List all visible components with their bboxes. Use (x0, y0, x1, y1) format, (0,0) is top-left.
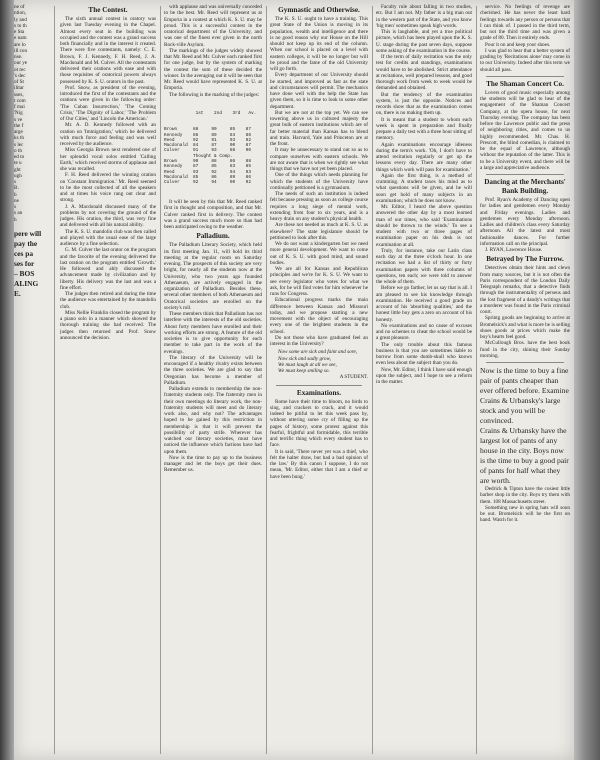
paragraph: Faculty rule about falling in two studies, etc. But I am not. My father is a big man out in the western part of the State, and you know 'big men' sometimes speak high words. (376, 4, 472, 29)
article-body-examinations-cont (376, 4, 472, 385)
paragraph: The markings of the judges widely showed that Mr. Reed and Mr. Culver each ranked first for one judge, but by the system of marking the contest the sum of these decided the winner. In the averaging out it will be seen that Mr. Reed would have represented K. S. U. at Emporia. (164, 47, 262, 92)
paragraph: This is laughable, and yet a true political picture, which has been played upon the K. S. U. stage during the past seven days, suppose some asking of the examination in the course. (376, 29, 472, 54)
stub-text-line: te u (14, 160, 22, 167)
article-divider (486, 362, 564, 363)
column-rule (160, 6, 161, 754)
article-body-furrow (480, 265, 570, 359)
paragraph: Prof. Ryan's Academy of Dancing open for ladies and gentlemen every Monday and Friday evenings. Ladies and gentlemen every Monday afternoon. Ladies and children's class every Saturday afternoon. All the latest and most fashionable dances. For further information call on the principal. (480, 197, 570, 247)
paragraph: We are all for Kansas and Republican principles and we're for K. S. U. We want to see every legislator who votes for what we ask, for he will find votes for him whenever he runs for Congress. (270, 266, 368, 297)
table-row: Kennedy 86 89 84 86 (164, 132, 251, 138)
paragraph: J. A. Macdonald discussed many of the problems by not covering the ground of the judges. His oration, the third, was very fine and delivered with all his natural ability. (60, 203, 156, 229)
stub-text-line: s ve (14, 116, 23, 123)
article-signature: A STUDENT. (339, 375, 368, 381)
table-row: Macdonald 84 87 90 87 (164, 143, 251, 149)
paragraph: No examinations and no cause of excuses and no schemes to cheat the school would be a great pleasure. (376, 322, 472, 342)
paragraph: I was glad to hear that a better system of grading by 'Recitations alone' may come in to our University. Indeed after this term we should all pass. (480, 47, 570, 73)
stub-text-line: s lec (14, 141, 24, 148)
column-2 (164, 4, 262, 756)
stub-text-line: s (14, 179, 17, 185)
paragraph: The K. S. U. ought to have a training. This great State of the Union is moving in its population, wealth and intelligence and there is no good reason why our House on the Hill should not keep up its end of the column. When our school is placed on a level with eastern colleges, it will be no longer but will be proud and the fame of the old University will go forth. (270, 16, 368, 72)
column-3 (270, 4, 368, 756)
table-row: Reed 92 91 93 92 (164, 137, 251, 143)
paragraph: Are these not needed as much at K. S. U. as elsewhere? The state legislature should be petitioned to look after this. (270, 222, 368, 241)
paragraph: The Palladium Literary Society, which held its first meeting Jan. 11, will hold its third meeting at the regular room on Saturday evening. The prospects of this society are very bright, for nearly all the students now at the University, who two years ago founded Athenaeum, are actively engaged in the organization of Palladium. Besides these, several other members of both Athenaeum and Oratorical societies are enrolled on the society's roll. (164, 242, 262, 311)
paragraph: It will be seen by this that Mr. Reed ranked first in thought and composition, and that Mr. Culver ranked first in delivery. The contest was a grand success much more so than had been anticipated owing to the weather. (164, 199, 262, 231)
column-rule (372, 6, 373, 754)
paragraph: Pour it on and keep your shoes. (485, 41, 551, 48)
article-heading-furrow: Betrayed by The Furrow. (486, 255, 564, 264)
paragraph: The needs of such an institution is indeed felt because pressing as soon as college course requires a long siege of mental work, extending from four to six years, and is a heavy drain on any student's physical health. (270, 191, 368, 222)
stub-text-line: ks th (14, 135, 24, 142)
paragraph: If the term of daily recitation was the only test for credits and standings, examinations would have to be abolished. Strict attendance at recitations, well prepared lessons, and good thorough work from week to week would be demanded and obtained. (376, 54, 472, 92)
stub-text-line: of St (14, 79, 24, 85)
paragraph: McCullough Bros. have the best book fund in the city, shining their Sunday morning. (480, 340, 570, 359)
paragraph: Every department of our University should be started, and improved as fast as the state and circumstances will permit. The mechanics have done well with the help the State has given them, so it is time to look to some other department. (270, 72, 368, 110)
stub-text-line: our ye (14, 60, 28, 67)
paragraph: It may be unnecessary to stand out so as to compare ourselves with eastern schools. We are not aware that is when we rightly see what things that we have not yet been placed. (270, 147, 368, 172)
stub-text-line: s an (14, 210, 23, 217)
advertisement: Crains & Urbansky have the largest lot of pants of any house in the city. Boys now is the time to buy a good pair of pants for half what they are worth. (480, 426, 569, 485)
paragraph: The judges then retired and during the time the audience was entertained by the mandolin club. (60, 291, 156, 310)
article-body-dancing (480, 197, 570, 253)
stub-text-line: 's dec (14, 72, 26, 79)
article-body-contest-end (164, 199, 262, 230)
table-rows (164, 127, 262, 185)
paragraph: with applause and was universally conceded to be the best. Mr. Reed will represent us at Emporia in a contest at which K. S. U. may be proud. This is a successful contest in the oratorical department of the University, and was one of the finest ever given in the north Rock-ville Asylum. (164, 4, 262, 48)
stub-text-line: sses, (14, 91, 24, 98)
article-heading-gymnastic: Gymnastic and Otherwise. (278, 6, 360, 14)
stub-ad-line: ces pa (14, 248, 34, 258)
poem-line: We must keep smiling so. (278, 368, 330, 374)
book-binding (0, 0, 14, 760)
stub-text-line: B. (14, 185, 19, 192)
paragraph: The literary of the University will be encouraged if a healthy rivalry exists between the three societies. We are glad to say that Oregonian has become a member of Palladium. (164, 354, 262, 386)
paragraph: But the tendency of the examination system, is just the opposite. Notices and records show that as the examination comes on, there is no making them up. (376, 91, 472, 117)
paragraph: Palladium extends to membership the non-fraternity students only. The fraternity men in their own meetings do literary work, the non-fraternity students will meet and do literary work also, and why not? The advantages hoped to be gained by this restriction in membership is that it will prevent the possibility of party strife. Wherever has watched our literary societies, must have noticed the influence which factions have had upon them. (164, 386, 262, 455)
stub-ad-line: E. (14, 288, 21, 298)
stub-ad-line: pere will (14, 228, 42, 238)
paragraph: The K. S. U. mandolin club was then called and played with the usual ease of the large audience by a fine selection. (60, 228, 156, 247)
stub-text-line: ght (14, 166, 21, 173)
paragraph: F. H. Reed delivered the winning oration on 'Constant Immigration.' Mr. Reed seemed to be the most collected of all the speakers and at times his voice rang out clear and strong. (60, 172, 156, 204)
article-heading-palladium: Palladium. (196, 232, 230, 241)
article-divider (486, 174, 564, 175)
stub-text-line: o th (14, 147, 22, 154)
paragraph: One of the things which needs planning for which the students of the University have continually petitioned is a gymnasium. (270, 172, 368, 191)
paragraph: Again examinations encourage idleness during the term's work. 'Oh, I don't have to attend recitation regularly or get up the lessons every day. There are many other things which work will pass for examination.' (376, 141, 472, 173)
article-body-shaman (480, 90, 570, 171)
table-row: Reed 93 92 94 93 (164, 169, 251, 175)
stub-text-line: e Sta (14, 29, 25, 35)
stub-text-line: 'Nig (14, 110, 23, 117)
stub-text-line: t com (14, 97, 26, 104)
paragraph: service. No feelings of revenge are cherished. He has never the least hard feelings towards any person or persons that I can think of. I passed in the third term, but not the third time and was given a grade of 80. Then it entirely ends. (480, 4, 570, 42)
paragraph: But we are not at the top yet. We can see towering above us in cultured majesty the great bulk of eastern institutions which are of far better material than Kansas has to blend and train. Harvard, Yale and Princeton are at the front. (270, 109, 368, 147)
stub-text-line: e nam (14, 35, 27, 42)
table-row: Brown 90 88 86 88 (164, 159, 251, 165)
article-divider (276, 385, 362, 386)
poem-line: Now sick and sadly grow, (278, 355, 331, 362)
paragraph: Detectives obtain their hints and clews from many sources, but it is not often the Paris correspondent of the London Daily Telegraph remarks, that a detective finds through the instrumentality of perseus and the lost fragment of a dandy's writings that a murderer was found in the Paris criminal court. (480, 265, 570, 315)
stub-text-line: ed to (14, 154, 25, 160)
article-body-contest (60, 16, 156, 341)
article-heading-dancing: Dancing at the Merchants' Bank Building. (484, 178, 566, 195)
local-notices (480, 486, 570, 524)
paragraph: The following is the marking of the judges: (169, 91, 260, 98)
paragraph: Miss Georgia Brown next rendered one of her splendid vocal solos entitled 'Calling Earth,' which received storms of applause and she was recalled. (60, 147, 156, 172)
stub-text-line: ne (14, 197, 19, 204)
article-body-examinations (270, 399, 368, 480)
stub-text-line: ntion, (14, 10, 26, 17)
stub-text-line: ilitar (14, 85, 24, 92)
stub-text-line: ot rec (14, 66, 26, 73)
stub-column (14, 4, 52, 756)
column-rule (476, 6, 477, 754)
paragraph: We do not want a kindergarten but we need more general development. We want to come out of K. S. U. with good mind, and sound bodies. (270, 241, 368, 266)
paragraph: Mr. A. D. Kennedy followed with an oration on 'Immigration,' which he delivered with much force and feeling and was well received by the audience. (60, 122, 156, 147)
stub-ad-line: – BOS (14, 268, 35, 278)
article-heading-contest: The Contest. (88, 6, 128, 14)
column-1 (60, 4, 156, 756)
paragraph: The only trouble about this famous business is that you are sometimes liable to borrow from some dumb-skull who knows even less about the subject than you do. (376, 341, 472, 367)
paragraph: Rome have their time to bloom, no birds to sing, and crackers to crack, and it would indeed be pitiful to let this week pass by, without uttering some cry of filling up the pages of history, some protest against this fearful, frightful and formidable, this terrible and terrific thing which every student has to face. (270, 398, 368, 449)
paragraph: It is meant that a student to whom each week is spent in preparation and finally prepare a daily test with a three hour sitting of memory. (376, 116, 472, 142)
stub-text-line: b (14, 191, 17, 198)
stub-ad-line: pay the (14, 238, 38, 248)
column-rule (266, 6, 267, 754)
paragraph: J. RYAN, Lawrence House. (485, 247, 543, 253)
stub-text-line: are lo (14, 41, 26, 48)
paragraph: Now is the time to pay up to the business manager and let the boys get their dues. Remember us. (164, 454, 262, 474)
poem-line: We must laugh at all we see, (278, 361, 337, 368)
stub-text-line: f mai (14, 104, 25, 110)
poem-line: Now some are sick and faint and sore, (278, 349, 358, 356)
table-row: Culver 91 93 88 90 (164, 148, 251, 154)
paragraph: Do not those who have graduated feel an interest in the University? (270, 334, 368, 347)
article-body-palladium (164, 242, 262, 473)
table-row: Culver 92 94 90 92 (164, 180, 251, 186)
stub-lines (14, 4, 52, 223)
table-row: Macdonald 85 86 89 86 (164, 174, 251, 180)
poem-quote (278, 349, 368, 374)
stub-text-line: nse. (14, 54, 23, 60)
column-5 (480, 4, 570, 756)
judges-marking-table (164, 101, 262, 196)
article-heading-shaman: The Shaman Concert Co. (486, 79, 564, 88)
stub-text-line: ill con (14, 47, 28, 54)
table-header: 1st 2nd 3rd Av. (164, 111, 257, 117)
paragraph: These members think that Palladium has not interfere with the interests of the old societies. About forty members have enrolled and their working efforts are strong. A feature of the old societies is to give opportunity for each member to take part in the work of the evenings. (164, 311, 262, 355)
newspaper-page (14, 0, 574, 760)
stub-text-line: the f (14, 122, 24, 129)
paragraph: Prof. Snow, as president of the evening, introduced the first of the contestants and the orations were given in the following order: 'The Cuban Insurrection,' 'The Coming Crisis,' 'The Dignity of Labor,' 'The Problem of Our Cities,' and 'Lincoln the American.' (60, 84, 156, 122)
stub-ad-line: ses for (14, 258, 35, 268)
column-rule (54, 6, 55, 754)
stub-text-line: ugh (14, 172, 22, 179)
paragraph: G. M. Culver the last orator on the program and the favorite of the evening delivered the last oration on the program entitled 'Growth.' He followed and ably discussed the advancement made by civilization and by liberty. His delivery was the last and was a fine effort. (60, 247, 156, 291)
table-row: Kennedy 87 85 83 85 (164, 164, 251, 170)
paragraph: Mr. Editor, I heard the above question answered the other day by a most learned man of our times, who said 'Examinations should be thrown to the winds.' To see a student with two or three pages of examination paper on his desk is not examination at all. (376, 204, 472, 248)
pants-advertisements (480, 366, 570, 486)
paragraph: Something new in spring hats will soon be out. Bromelsick will be the first on hand. Watch for it. (480, 504, 570, 524)
paragraph: Sprintg goods are beginning to arrive at Bromelsick's and what is more he is selling shoes goods at prices which make the boy's hearts feel good. (480, 315, 570, 340)
stub-text-line: h (14, 216, 17, 223)
column-4 (376, 4, 472, 756)
paragraph: Again the first thing, is a method of cramming. A student taxes his mind as to what questions will be given, and he will soon get hold of many subjects in an examination; which he does not know. (376, 172, 472, 204)
article-body-examinations-end (480, 4, 570, 73)
stub-big-lines (14, 229, 52, 299)
article-heading-examinations: Examinations. (296, 388, 342, 397)
stub-text-line: s to th (14, 22, 27, 29)
stub-text-line: s (14, 204, 17, 210)
page-edge-shadow (574, 0, 600, 760)
paragraph: Educational progress marks the main difference between Kansas and Missouri today, and we propose starting a new movement with the object of encouraging every one of the brightest students in the school. (270, 297, 368, 335)
advertisement: Now is the time to buy a fine pair of pants cheaper than ever offered before. Examine Crains & Urbansky's large stock and you will be convinced. (480, 366, 569, 425)
paragraph: Now, Mr. Editor, I think I have said enough upon the subject, and I hope to see a reform in the matter. (376, 366, 472, 385)
stub-text-line: arge (14, 129, 23, 135)
table-row: Brown 88 90 85 87 (164, 127, 251, 133)
stub-text-line: ly and (14, 16, 27, 23)
paragraph: Truly, for instance, take our Latin class each day at the three o'clock hour. In one recitation we had a list of thirty or forty examination papers with three columns of questions, ten each; we were told to answer the whole of them. (376, 247, 472, 285)
table-row: Thought & Comp. (164, 153, 233, 159)
article-body-gymnastic (270, 16, 368, 347)
article-divider (486, 76, 564, 77)
paragraph: Before we go farther, let us say that is all. I am pleased to see his knowledge through examination. He received a good grade on account of his 'absorbing qualities,' and the honest little boy gets a zero on account of his honesty. (376, 285, 472, 323)
paragraph: It is said, 'There never yet was a thief, who felt the halter draw, but had a bad opinion of the law.' By this canon I suppose, I do not mean, 'Mr. Editor, either that I am a thief or have been hung.' (270, 448, 368, 480)
paragraph: Dedrick & Tipton have the cosiest little barber shop in the city. Boys try them with them. 108 Massachusetts street. (480, 486, 570, 505)
paragraph: Miss Nellie Franklin closed the program by a piano solo in a manner which showed the thorough training she had received. The judges then returned and Prof. Snow announced the decision. (60, 309, 156, 341)
stub-ad-line: ALING (14, 278, 39, 288)
article-body-contest-cont (164, 4, 262, 98)
paragraph: Lovers of good music especially among the students will be glad to hear of the engagement of the Shaman Concert Company, at the opera house, for next Thursday evening. The company has been before the Lawrence public and the press of neighboring cities, and comes to us highly recommended. Mr. Chas. H. Prescott, the blind comedian, is claimed to be the equal of Lawrence, although without the reputation of the latter. This is to be a University event, and there will be a large and appreciative audience. (480, 89, 570, 171)
stub-text-line: ne of (14, 4, 25, 10)
paragraph: The sixth annual contest in oratory was given last Tuesday evening in the Chapel. Almost every seat in the building was occupied and the contest was a grand success both financially and in the interest it created. There were five contestants, namely: C. E. Brown, F. J. Kennedy, F. H. Reed, J. A. Macdonald and M. Culver. All the contestants delivered their orations with ease and with those requisites of oratorical powers always possessed by K. S. U. orators in the past. (60, 16, 156, 85)
